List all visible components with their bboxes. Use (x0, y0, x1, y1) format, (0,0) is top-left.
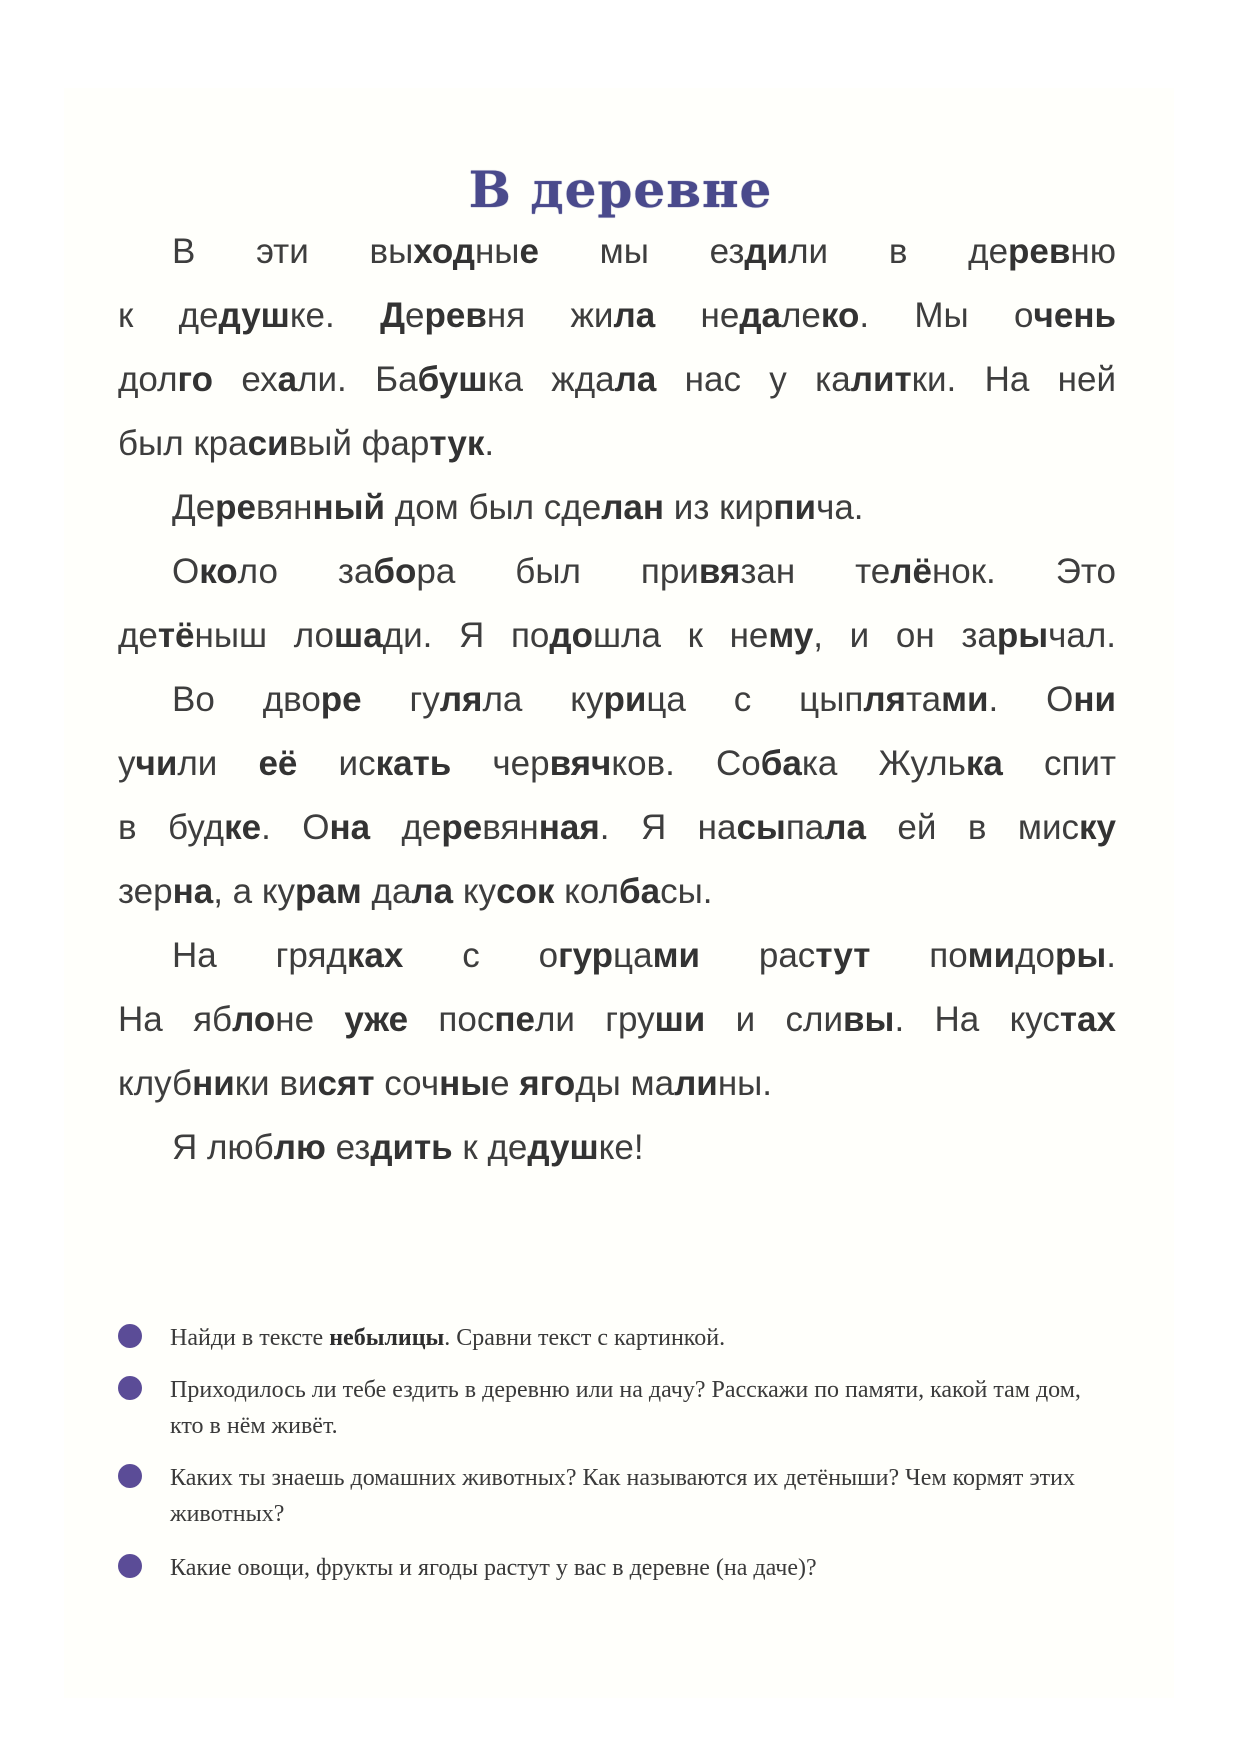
text-run: ка Жуль (801, 744, 966, 783)
bold-syllable: го (177, 360, 214, 399)
bold-syllable: дить (370, 1128, 453, 1167)
question-text (170, 1320, 1118, 1356)
text-run: ка жда (487, 360, 615, 399)
bold-syllable: яго (519, 1064, 576, 1103)
bold-syllable: ди (744, 232, 789, 271)
bold-syllable: вы (843, 1000, 895, 1039)
text-run: ез (325, 1128, 371, 1167)
bold-syllable: лан (601, 488, 665, 527)
bold-syllable: рев (424, 296, 487, 335)
text-run: ны. (717, 1064, 773, 1103)
text-run: . О (261, 808, 330, 847)
text-run: ке! (598, 1128, 644, 1167)
text-run: ра был при (416, 552, 699, 591)
text-run: е (490, 1064, 520, 1103)
text-run: . Я на (599, 808, 737, 847)
bold-syllable: ко (820, 296, 860, 335)
bold-syllable: ре (320, 680, 362, 719)
text-run: ца (613, 936, 653, 975)
story-line (118, 356, 1116, 404)
bold-syllable: ни (1073, 680, 1116, 719)
text-run: и сли (705, 1000, 844, 1039)
text-run: ки ви (234, 1064, 318, 1103)
text-run: Де (172, 488, 216, 527)
bold-syllable: тут (815, 936, 871, 975)
story-line (118, 740, 1116, 788)
text-run: е (405, 296, 425, 335)
text-run: чал. (1048, 616, 1116, 655)
text-run: соч (374, 1064, 440, 1103)
bold-syllable: сят (317, 1064, 375, 1103)
bold-syllable: ку (1079, 808, 1116, 847)
text-run: де (118, 616, 158, 655)
bold-syllable: ре (441, 808, 483, 847)
bold-syllable: да (739, 296, 781, 335)
text-run: Каких ты знаешь домашних животных? Как называются их детёныши? Чем кормят этих животных? (170, 1465, 1076, 1527)
text-run: спит (1002, 744, 1116, 783)
text-run: с о (403, 936, 559, 975)
text-run: ки. На ней (911, 360, 1117, 399)
text-run: у (118, 744, 136, 783)
text-run: в буд (118, 808, 225, 847)
text-run: к де (118, 296, 219, 335)
bold-syllable: кать (375, 744, 452, 783)
text-run: ло за (237, 552, 374, 591)
bold-syllable: е (519, 232, 539, 271)
story-line (118, 612, 1116, 660)
text-run: дол (118, 360, 178, 399)
bold-syllable: ла (824, 808, 866, 847)
text-run: . Сравни текст с картинкой. (444, 1325, 726, 1351)
text-run: Во дво (172, 680, 321, 719)
bold-syllable: сок (496, 872, 555, 911)
text-run: та (905, 680, 942, 719)
text-run: зан те (740, 552, 891, 591)
bold-syllable: на (172, 872, 214, 911)
text-run: ды ма (575, 1064, 675, 1103)
bold-syllable: бо (373, 552, 417, 591)
bullet-dot-icon (118, 1324, 142, 1348)
bold-syllable: до (549, 616, 593, 655)
text-run: по (870, 936, 968, 975)
text-run: . (1106, 936, 1116, 975)
bold-syllable: ла (411, 872, 454, 911)
text-run: Найди в тексте (170, 1325, 330, 1351)
bold-syllable: ре (215, 488, 257, 527)
text-run: нок. Это (931, 552, 1116, 591)
bold-syllable: ко (199, 552, 238, 591)
bold-syllable: вя (698, 552, 741, 591)
bold-syllable: ми (967, 936, 1016, 975)
bold-syllable: лю (273, 1128, 326, 1167)
bold-syllable: ло (232, 1000, 276, 1039)
story-line (118, 868, 712, 916)
text-run: да (361, 872, 412, 911)
bold-syllable: ны (439, 1064, 491, 1103)
text-run: кол (554, 872, 619, 911)
question-text (170, 1460, 1118, 1532)
text-run: . (484, 424, 495, 463)
text-run: дом был сде (385, 488, 602, 527)
text-run: ли в де (788, 232, 1009, 271)
bold-syllable: ши (654, 1000, 706, 1039)
bold-syllable: ми (652, 936, 700, 975)
text-run: чер (451, 744, 550, 783)
story-line (172, 484, 864, 532)
text-run: ис (297, 744, 376, 783)
bold-syllable: рев (1008, 232, 1071, 271)
text-run: , а ку (213, 872, 296, 911)
text-run: ке. (289, 296, 381, 335)
text-run: шла к не (592, 616, 769, 655)
text-run: ей в мис (865, 808, 1079, 847)
bullet-dot-icon (118, 1376, 142, 1400)
bold-syllable: уже (344, 1000, 409, 1039)
bold-syllable: ках (346, 936, 404, 975)
bold-syllable: тё (157, 616, 195, 655)
text-run: нас у ка (656, 360, 851, 399)
text-run: к де (452, 1128, 528, 1167)
text-run: ныш ло (194, 616, 335, 655)
bold-syllable: ла (614, 360, 657, 399)
text-run: ди. Я по (382, 616, 550, 655)
text-run: ков. Со (611, 744, 761, 783)
text-run: На яб (118, 1000, 233, 1039)
bold-syllable: гур (558, 936, 614, 975)
bold-syllable: ля (439, 680, 483, 719)
bold-syllable: тах (1059, 1000, 1116, 1039)
text-run: ех (213, 360, 278, 399)
bold-syllable: ры (996, 616, 1049, 655)
bold-syllable: душ (218, 296, 290, 335)
text-run: . На кус (894, 1000, 1060, 1039)
text-run: рас (699, 936, 816, 975)
text-run: па (785, 808, 825, 847)
text-run: ли гру (534, 1000, 655, 1039)
text-run: сы. (660, 872, 713, 911)
text-run: Я люб (172, 1128, 274, 1167)
bold-syllable: душ (527, 1128, 599, 1167)
bold-syllable: её (258, 744, 298, 783)
text-run: не (275, 1000, 345, 1039)
bullet-dot-icon (118, 1464, 142, 1488)
text-run: ку (453, 872, 497, 911)
text-run: вян (482, 808, 539, 847)
story-line (172, 548, 1116, 596)
text-run: Какие овощи, фрукты и ягоды растут у вас в деревне (на даче)? (170, 1555, 817, 1581)
text-run: . О (988, 680, 1074, 719)
bold-syllable: рам (295, 872, 362, 911)
text-run: ню (1070, 232, 1116, 271)
text-run: де (370, 808, 442, 847)
bold-syllable: ная (538, 808, 600, 847)
text-run: . Мы о (859, 296, 1034, 335)
story-line (172, 676, 1116, 724)
story-line (118, 1060, 772, 1108)
bold-syllable: ба (760, 744, 802, 783)
text-run: не (655, 296, 740, 335)
bold-syllable: ба (619, 872, 661, 911)
text-run: гу (361, 680, 440, 719)
text-run: ца с цып (646, 680, 864, 719)
bold-syllable: ша (334, 616, 383, 655)
bold-syllable: ни (192, 1064, 235, 1103)
text-run: ны (474, 232, 520, 271)
story-line (118, 996, 1116, 1044)
story-line (118, 420, 494, 468)
bold-syllable: ка (965, 744, 1003, 783)
story-line (118, 804, 1116, 852)
text-run: ли (177, 744, 259, 783)
bold-syllable: му (768, 616, 814, 655)
text-run: до (1015, 936, 1055, 975)
bold-syllable: на (329, 808, 371, 847)
text-run: На гряд (172, 936, 347, 975)
bold-syllable: пи (773, 488, 817, 527)
bold-syllable: ный (312, 488, 386, 527)
bold-syllable: ла (613, 296, 656, 335)
story-line (172, 228, 1116, 276)
text-run: , и он за (813, 616, 997, 655)
text-run: ла ку (482, 680, 604, 719)
bullet-dot-icon (118, 1554, 142, 1578)
text-run: вян (256, 488, 313, 527)
text-run: из кир (664, 488, 774, 527)
bold-syllable: ход (413, 232, 475, 271)
bold-syllable: Д (380, 296, 406, 335)
bold-syllable: ри (603, 680, 647, 719)
bold-syllable: лё (890, 552, 932, 591)
text-run: ня жи (486, 296, 614, 335)
text-run: Приходилось ли тебе ездить в деревню или на дачу? Расскажи по памяти, какой там дом, кто в нём живёт. (170, 1377, 1081, 1439)
story-line (172, 932, 1116, 980)
text-run: зер (118, 872, 173, 911)
bold-syllable: лит (850, 360, 912, 399)
text-run: пос (408, 1000, 495, 1039)
bold-syllable: небылицы (329, 1325, 445, 1351)
bold-syllable: тук (429, 424, 485, 463)
bold-syllable: чень (1033, 296, 1116, 335)
bold-syllable: ми (941, 680, 989, 719)
text-run: ли. Ба (297, 360, 418, 399)
text-run: ле (781, 296, 821, 335)
story-line (118, 292, 1116, 340)
text-run: О (172, 552, 200, 591)
bold-syllable: сы (736, 808, 786, 847)
question-text (170, 1372, 1118, 1444)
bold-syllable: чи (135, 744, 178, 783)
bold-syllable: ля (863, 680, 906, 719)
bold-syllable: ры (1054, 936, 1107, 975)
bold-syllable: пе (494, 1000, 535, 1039)
text-run: ча. (816, 488, 864, 527)
bold-syllable: вяч (549, 744, 612, 783)
bold-syllable: а (277, 360, 298, 399)
text-run: мы ез (538, 232, 745, 271)
bold-syllable: си (247, 424, 289, 463)
text-run: клуб (118, 1064, 193, 1103)
text-run: был кра (118, 424, 248, 463)
text-run: В эти вы (172, 232, 414, 271)
page-title: В деревне (468, 159, 773, 219)
question-text (170, 1550, 1118, 1586)
story-line (172, 1124, 644, 1172)
text-run: вый фар (288, 424, 430, 463)
bold-syllable: ли (674, 1064, 718, 1103)
bold-syllable: буш (417, 360, 488, 399)
bold-syllable: ке (224, 808, 262, 847)
